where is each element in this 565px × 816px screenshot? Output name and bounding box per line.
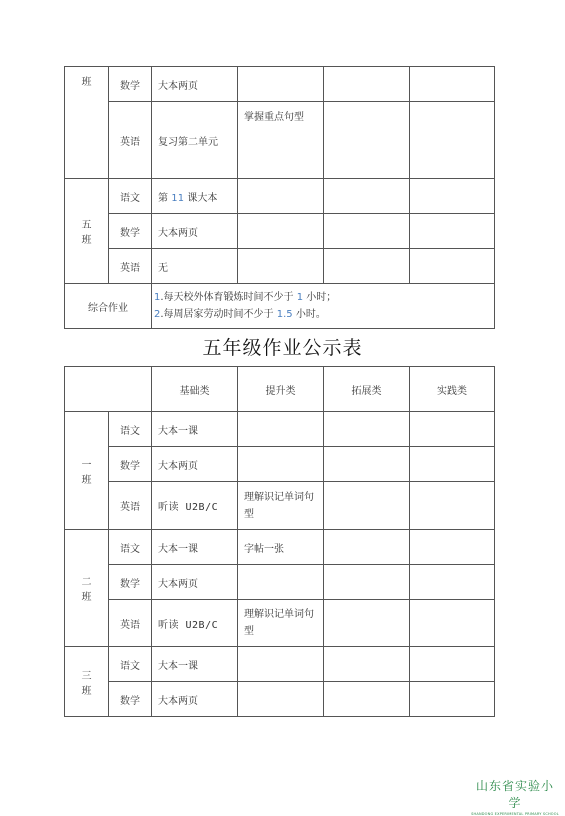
extend-cell [324,249,410,284]
table-row [65,412,495,447]
improve-cell [238,214,324,249]
improve-cell [238,565,324,600]
subject-cell: 语文 [109,179,152,214]
improve-cell: 字帖一张 [238,530,324,565]
table-row [65,179,495,214]
basic-cell: 大本两页 [152,447,238,482]
practice-cell [410,412,495,447]
practice-cell [410,179,495,214]
practice-cell [410,682,495,717]
header-basic: 基础类 [152,367,238,412]
subject-cell: 数学 [109,67,152,102]
page-title: 五年级作业公示表 [202,337,363,359]
extend-cell [324,179,410,214]
improve-cell [238,482,324,530]
improve-cell [238,179,324,214]
subject-cell: 语文 [109,412,152,447]
practice-cell [410,600,495,647]
comprehensive-content [152,284,495,329]
practice-cell [410,530,495,565]
table-row [65,600,495,647]
corner-cell [65,367,152,412]
improve-cell: 掌握重点句型 [238,102,324,179]
rule-line-2: 2.每周居家劳动时间不少于 1.5 小时。 [154,309,326,320]
table-row [65,682,495,717]
extend-cell [324,530,410,565]
extend-cell [324,600,410,647]
subject-cell: 语文 [109,647,152,682]
improve-cell [238,647,324,682]
improve-cell [238,447,324,482]
class-label-char: 五 [81,220,92,231]
practice-cell [410,447,495,482]
table-row [65,249,495,284]
improve-line: 理解识记单词句 [244,491,314,503]
practice-cell [410,102,495,179]
grade5-homework-table [64,366,495,717]
basic-cell: 复习第二单元 [152,102,238,179]
improve-line: 型 [244,508,254,520]
class-label-3 [65,647,109,717]
top-homework-table [64,66,495,329]
header-improve: 提升类 [238,367,324,412]
subject-cell: 英语 [109,600,152,647]
extend-cell [324,647,410,682]
subject-cell: 数学 [109,447,152,482]
class-label-char: 班 [81,474,92,486]
improve-cell [238,600,324,647]
class-label-char: 一 [81,459,92,471]
improve-cell [238,412,324,447]
practice-cell [410,482,495,530]
subject-cell: 数学 [109,565,152,600]
table-row [65,647,495,682]
extend-cell [324,447,410,482]
improve-cell [238,67,324,102]
subject-cell: 英语 [109,249,152,284]
rule-line-1: 1.每天校外体育锻炼时间不少于 1 小时； [154,292,337,303]
basic-cell: 听读 U2B/C [152,600,238,647]
class-label-char: 三 [81,670,92,682]
comprehensive-label: 综合作业 [65,284,152,329]
basic-cell: 无 [152,249,238,284]
practice-cell [410,249,495,284]
extend-cell [324,67,410,102]
basic-cell: 第 11 课大本 [152,179,238,214]
extend-cell [324,412,410,447]
header-practice: 实践类 [410,367,495,412]
extend-cell [324,482,410,530]
table-row [65,284,495,329]
subject-cell: 英语 [109,482,152,530]
practice-cell [410,565,495,600]
improve-cell [238,682,324,717]
extend-cell [324,214,410,249]
class-label-1 [65,412,109,530]
header-extend: 拓展类 [324,367,410,412]
subject-cell: 语文 [109,530,152,565]
improve-line: 理解识记单词句 [244,609,314,620]
table-row [65,447,495,482]
table-row [65,214,495,249]
basic-cell: 大本一课 [152,530,238,565]
class-label-char: 班 [81,592,92,603]
improve-line: 型 [244,626,254,637]
basic-cell: 听读 U2B/C [152,482,238,530]
school-logo [470,777,560,816]
extend-cell [324,102,410,179]
table-row [65,565,495,600]
table-row [65,482,495,530]
header-row [65,367,495,412]
basic-cell: 大本两页 [152,565,238,600]
table-row [65,67,495,102]
school-name-en: SHANDONG EXPERIMENTAL PRIMARY SCHOOL [471,812,559,816]
practice-cell [410,67,495,102]
class-label-2 [65,530,109,647]
basic-cell: 大本一课 [152,412,238,447]
basic-cell: 大本两页 [152,214,238,249]
basic-cell: 大本一课 [152,647,238,682]
class-label-char: 班 [81,235,92,246]
practice-cell [410,214,495,249]
basic-cell: 大本两页 [152,67,238,102]
extend-cell [324,682,410,717]
subject-cell: 数学 [109,214,152,249]
extend-cell [324,565,410,600]
class-label-5 [65,179,109,284]
basic-cell: 大本两页 [152,682,238,717]
subject-cell: 英语 [109,102,152,179]
improve-cell [238,249,324,284]
class-label-char: 二 [81,577,92,588]
class-label-4: 班 [65,67,109,179]
table-row [65,530,495,565]
school-name-cn: 山东省实验小学 [475,779,554,810]
table-row [65,102,495,179]
practice-cell [410,647,495,682]
subject-cell: 数学 [109,682,152,717]
class-label-char: 班 [81,685,92,697]
